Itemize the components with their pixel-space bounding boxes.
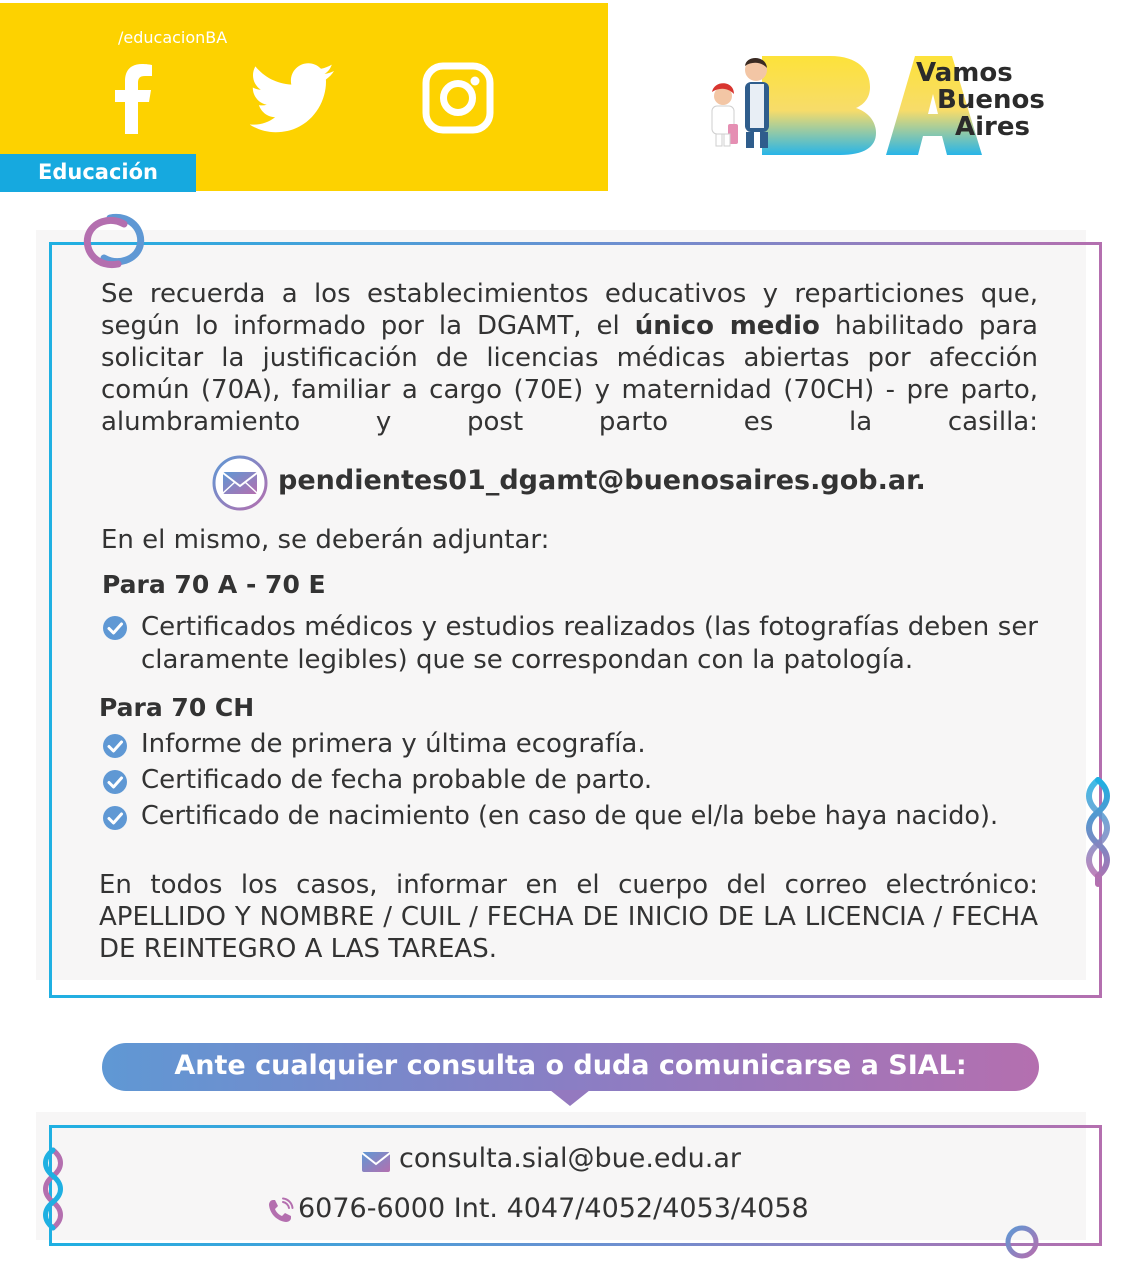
- intro-text-2: habilitado para solicitar la justificación de licencias médicas abiertas por afección común (70A), familiar a cargo (70E) y maternidad (70CH) - pre parto, alumbramiento y post parto es la casilla:: [101, 311, 1038, 437]
- logo-line-1: Vamos: [916, 58, 1013, 88]
- contact-phone[interactable]: 6076-6000 Int. 4047/4052/4053/4058: [298, 1193, 809, 1224]
- intro-bold: único medio: [634, 311, 820, 341]
- contact-email-link[interactable]: consulta.sial@bue.edu.ar: [399, 1143, 742, 1174]
- banner-pointer: [550, 1090, 590, 1106]
- section-tab: [0, 154, 196, 192]
- logo-line-2: Buenos: [937, 85, 1045, 115]
- group-a-item-1: Certificados médicos y estudios realizados (las fotografías deben ser claramente legibles) que se correspondan con la patología.: [141, 612, 1038, 675]
- closing-paragraph: En todos los casos, informar en el cuerpo del correo electrónico: APELLIDO Y NOMBRE / CUIL / FECHA DE INICIO DE LA LICENCIA / FECHA DE REINTEGRO A LAS TAREAS.: [99, 870, 1038, 964]
- envelope-icon: [212, 455, 268, 511]
- swirl-decoration: [82, 212, 146, 270]
- twitter-icon[interactable]: [250, 62, 336, 134]
- instagram-icon[interactable]: [422, 62, 494, 134]
- check-icon: [102, 805, 128, 831]
- phone-icon: [266, 1197, 294, 1225]
- group-a-title: Para 70 A - 70 E: [102, 570, 326, 599]
- contact-banner: [102, 1043, 1039, 1091]
- check-icon: [102, 615, 128, 641]
- ring-decoration: [1004, 1224, 1040, 1260]
- group-ch-item-1: Informe de primera y última ecografía.: [141, 729, 646, 759]
- wave-decoration-right: [1078, 776, 1118, 888]
- contact-banner-text: Ante cualquier consulta o duda comunicarse a SIAL:: [174, 1050, 967, 1081]
- main-email-link[interactable]: pendientes01_dgamt@buenosaires.gob.ar.: [278, 465, 926, 496]
- facebook-icon[interactable]: [105, 62, 165, 134]
- intro-text-1: Se recuerda a los establecimientos educativos y reparticiones que, según lo informado por la DGAMT, el: [101, 279, 1038, 341]
- logo-line-3: Aires: [955, 112, 1030, 142]
- group-ch-item-2: Certificado de fecha probable de parto.: [141, 765, 653, 795]
- attach-intro: En el mismo, se deberán adjuntar:: [101, 525, 550, 555]
- group-ch-item-3: Certificado de nacimiento (en caso de que el/la bebe haya nacido).: [141, 801, 999, 831]
- main-email-row: [212, 455, 926, 511]
- wave-decoration-left: [38, 1146, 68, 1232]
- envelope-icon: [362, 1152, 390, 1172]
- check-icon: [102, 733, 128, 759]
- section-label: Educación: [38, 160, 158, 184]
- check-icon: [102, 769, 128, 795]
- intro-paragraph: [101, 278, 1038, 438]
- group-ch-title: Para 70 CH: [99, 693, 255, 722]
- social-handle[interactable]: /educacionBA: [118, 28, 228, 47]
